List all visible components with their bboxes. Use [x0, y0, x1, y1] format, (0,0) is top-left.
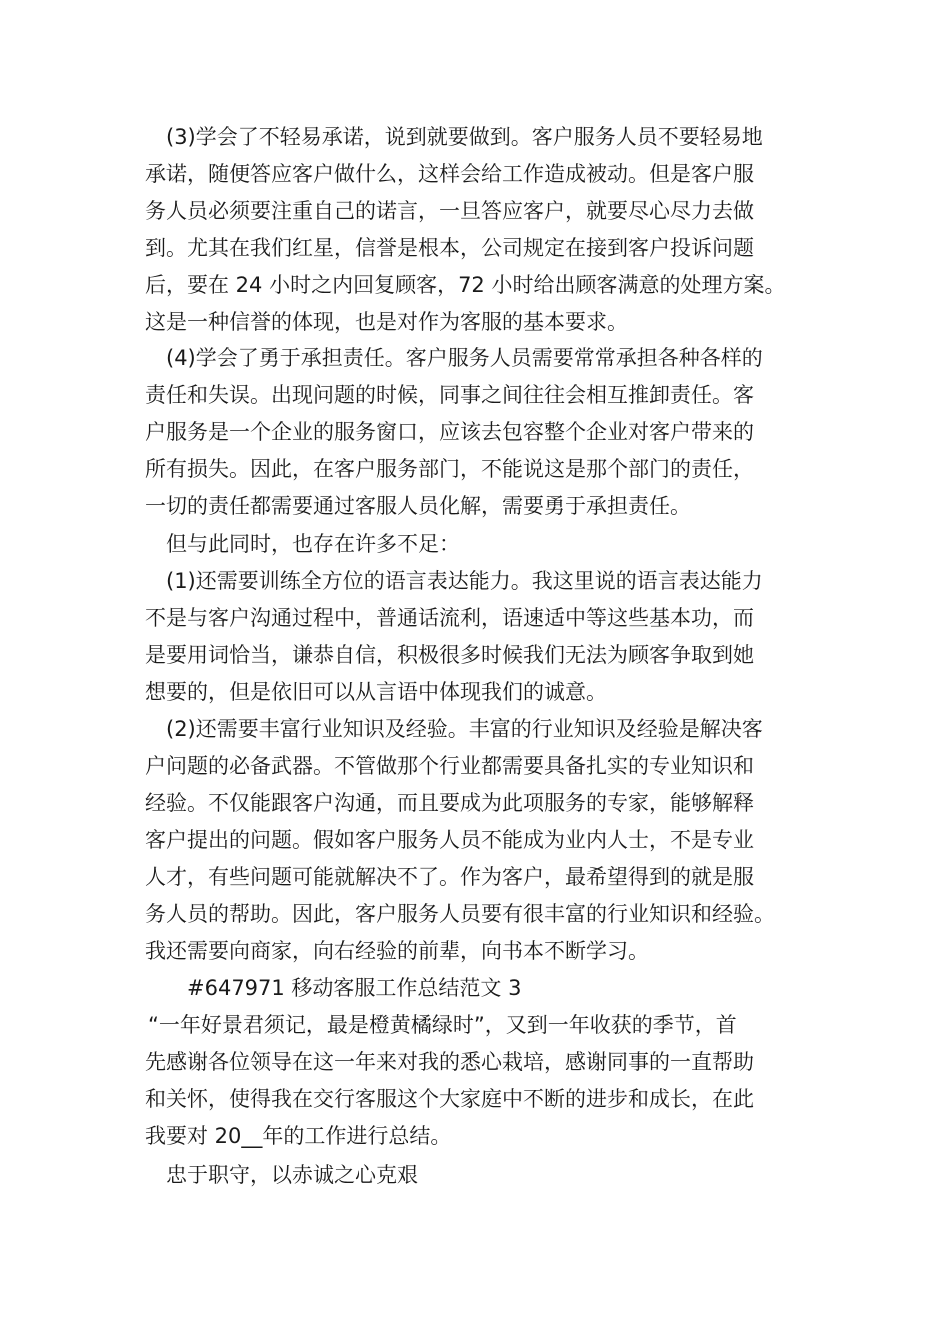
paragraph-line: 我还需要向商家，向右经验的前辈，向书本不断学习。 — [145, 939, 649, 963]
paragraph-line: 务人员必须要注重自己的诺言，一旦答应客户，就要尽心尽力去做 — [145, 199, 754, 223]
paragraph-line: 我要对 20__年的工作进行总结。 — [145, 1124, 452, 1148]
paragraph-line: 户问题的必备武器。不管做那个行业都需要具备扎实的专业知识和 — [145, 754, 754, 778]
paragraph-line: 不是与客户沟通过程中，普通话流利，语速适中等这些基本功，而 — [145, 606, 754, 630]
paragraph-line: 到。尤其在我们红星，信誉是根本，公司规定在接到客户投诉问题 — [145, 236, 754, 260]
paragraph-line: 是要用词恰当，谦恭自信，积极很多时候我们无法为顾客争取到她 — [145, 643, 754, 667]
paragraph-line: (1)还需要训练全方位的语言表达能力。我这里说的语言表达能力 — [166, 569, 763, 593]
paragraph-line: “一年好景君须记，最是橙黄橘绿时”，又到一年收获的季节，首 — [148, 1013, 737, 1037]
paragraph-line: (4)学会了勇于承担责任。客户服务人员需要常常承担各种各样的 — [166, 346, 763, 370]
paragraph-line: 一切的责任都需要通过客服人员化解，需要勇于承担责任。 — [145, 494, 691, 518]
paragraph-line: 客户提出的问题。假如客户服务人员不能成为业内人士，不是专业 — [145, 828, 754, 852]
paragraph-line: 人才，有些问题可能就解决不了。作为客户，最希望得到的就是服 — [145, 865, 754, 889]
paragraph-line: 责任和失误。出现问题的时候，同事之间往往会相互推卸责任。客 — [145, 383, 754, 407]
paragraph-line: 所有损失。因此，在客户服务部门，不能说这是那个部门的责任， — [145, 457, 754, 481]
section-heading: #647971 移动客服工作总结范文 3 — [187, 976, 522, 1000]
paragraph-line: 务人员的帮助。因此，客户服务人员要有很丰富的行业知识和经验。 — [145, 902, 775, 926]
paragraph-line: (3)学会了不轻易承诺，说到就要做到。客户服务人员不要轻易地 — [166, 125, 763, 149]
paragraph-line: 和关怀，使得我在交行客服这个大家庭中不断的进步和成长，在此 — [145, 1087, 754, 1111]
paragraph-line: 先感谢各位领导在这一年来对我的悉心栽培，感谢同事的一直帮助 — [145, 1050, 754, 1074]
paragraph-line: 户服务是一个企业的服务窗口，应该去包容整个企业对客户带来的 — [145, 420, 754, 444]
paragraph-line: 忠于职守，以赤诚之心克艰 — [166, 1163, 418, 1187]
paragraph-line: 经验。不仅能跟客户沟通，而且要成为此项服务的专家，能够解释 — [145, 791, 754, 815]
paragraph-line: 后，要在 24 小时之内回复顾客，72 小时给出顾客满意的处理方案。 — [145, 273, 786, 297]
paragraph-line: 承诺，随便答应客户做什么，这样会给工作造成被动。但是客户服 — [145, 162, 754, 186]
paragraph-line: 想要的，但是依旧可以从言语中体现我们的诚意。 — [145, 680, 607, 704]
paragraph-line: 但与此同时，也存在许多不足： — [166, 532, 460, 556]
paragraph-line: 这是一种信誉的体现，也是对作为客服的基本要求。 — [145, 310, 628, 334]
paragraph-line: (2)还需要丰富行业知识及经验。丰富的行业知识及经验是解决客 — [166, 717, 763, 741]
